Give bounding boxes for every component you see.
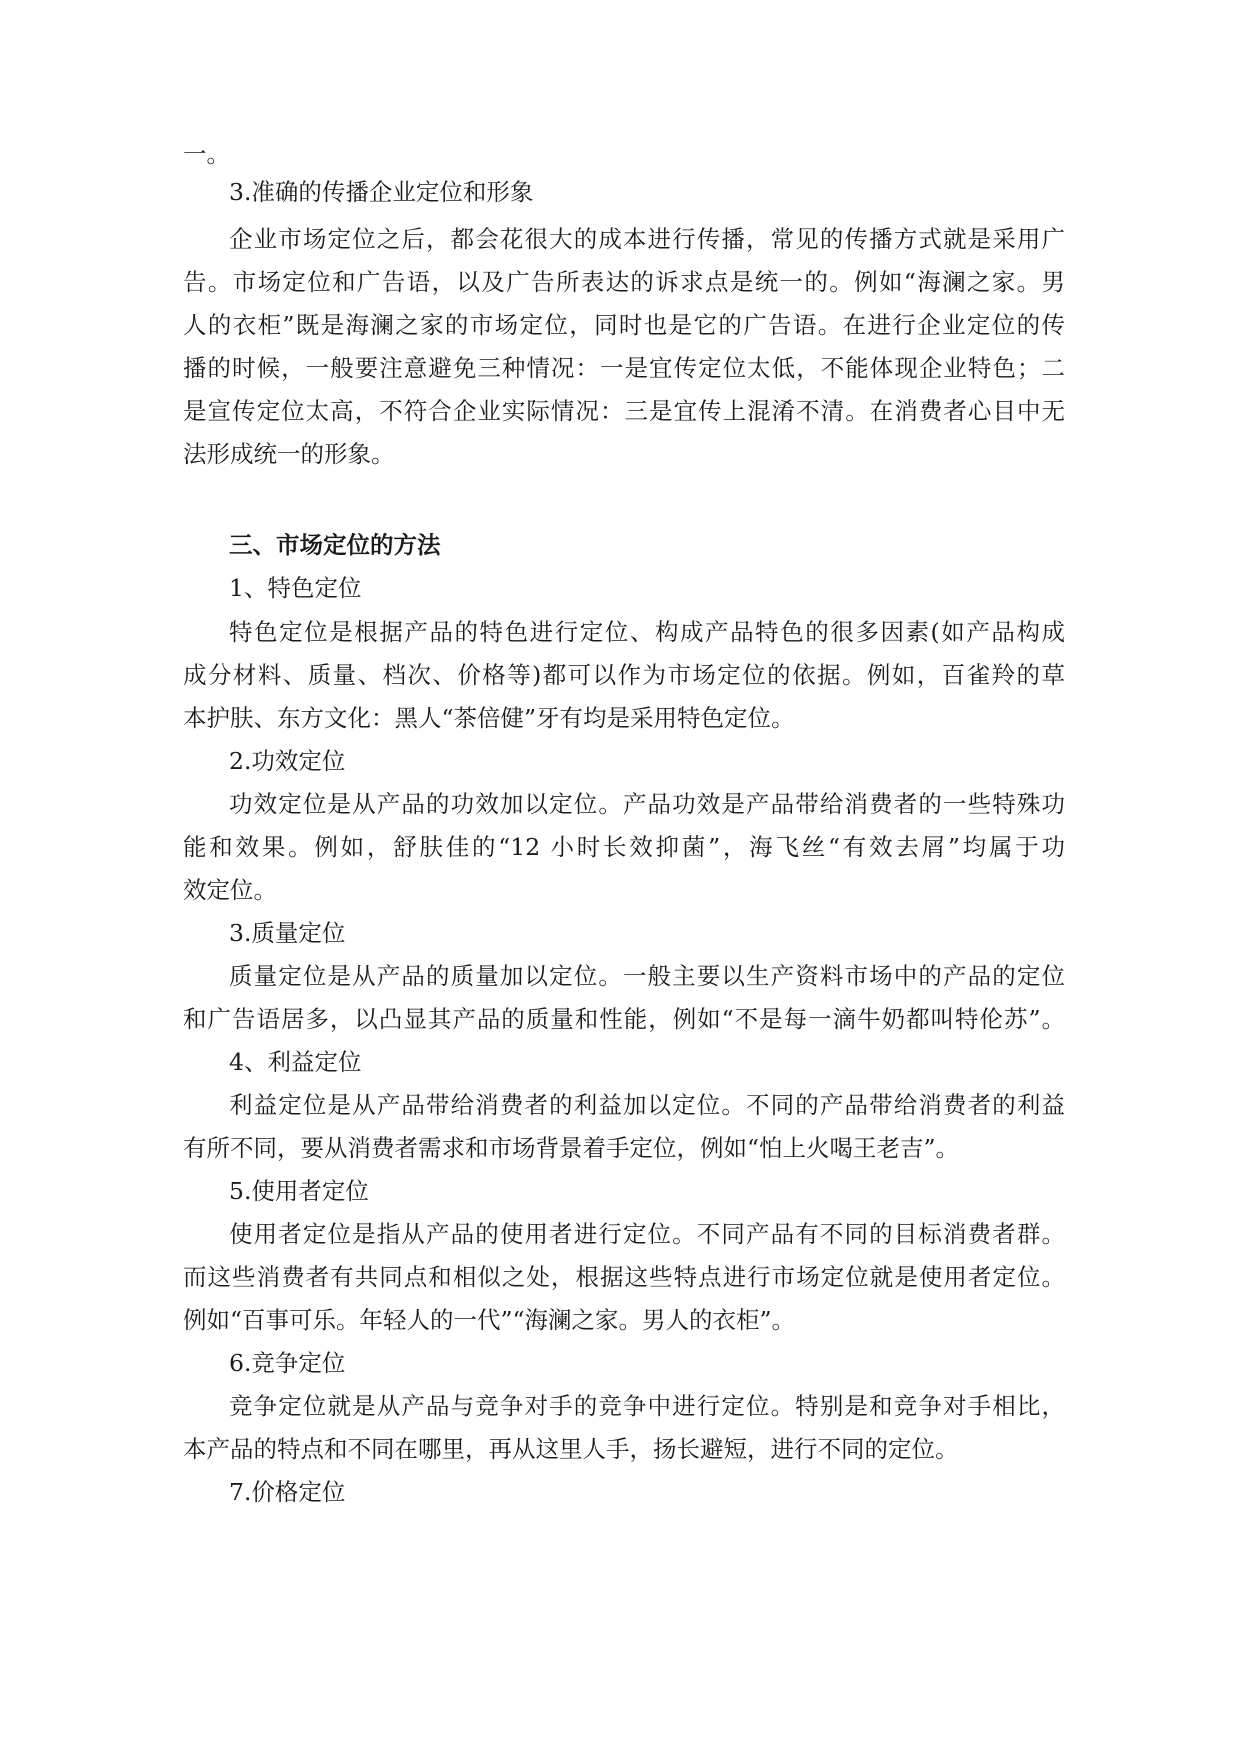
paragraph-line: 特色定位是根据产品的特色进行定位、构成产品特色的很多因素(如产品构成 (229, 618, 1065, 646)
paragraph-line: 能和效果。例如，舒肤佳的“12 小时长效抑菌”，海飞丝“有效去屑”均属于功 (183, 833, 1065, 861)
paragraph-line: 而这些消费者有共同点和相似之处，根据这些特点进行市场定位就是使用者定位。 (183, 1263, 1065, 1291)
paragraph-line: 使用者定位是指从产品的使用者进行定位。不同产品有不同的目标消费者群。 (229, 1220, 1065, 1248)
paragraph-line: 人的衣柜”既是海澜之家的市场定位，同时也是它的广告语。在进行企业定位的传 (183, 311, 1065, 339)
item-title: 7.价格定位 (229, 1478, 346, 1506)
paragraph-line: 一。 (183, 140, 230, 168)
paragraph-line: 效定位。 (183, 876, 277, 904)
paragraph-line: 企业市场定位之后，都会花很大的成本进行传播，常见的传播方式就是采用广 (229, 225, 1065, 253)
paragraph-line: 成分材料、质量、档次、价格等)都可以作为市场定位的依据。例如，百雀羚的草 (183, 661, 1065, 689)
paragraph-line: 质量定位是从产品的质量加以定位。一般主要以生产资料市场中的产品的定位 (229, 962, 1065, 990)
paragraph-line: 播的时候，一般要注意避免三种情况：一是宜传定位太低，不能体现企业特色；二 (183, 354, 1065, 382)
paragraph-line: 本产品的特点和不同在哪里，再从这里人手，扬长避短，进行不同的定位。 (183, 1435, 959, 1463)
paragraph-line: 告。市场定位和广告语，以及广告所表达的诉求点是统一的。例如“海澜之家。男 (183, 268, 1065, 296)
subsection-title: 3.准确的传播企业定位和形象 (229, 178, 534, 206)
item-title: 6.竞争定位 (229, 1349, 346, 1377)
paragraph-line: 例如“百事可乐。年轻人的一代”“海澜之家。男人的衣柜”。 (183, 1306, 796, 1334)
paragraph-line: 是宣传定位太高，不符合企业实际情况：三是宜传上混淆不清。在消费者心目中无 (183, 397, 1065, 425)
paragraph-line: 功效定位是从产品的功效加以定位。产品功效是产品带给消费者的一些特殊功 (229, 790, 1065, 818)
paragraph-line: 利益定位是从产品带给消费者的利益加以定位。不同的产品带给消费者的利益 (229, 1091, 1065, 1119)
paragraph-line: 本护肤、东方文化：黑人“茶倍健”牙有均是采用特色定位。 (183, 704, 795, 732)
item-title: 1、特色定位 (229, 574, 362, 602)
item-title: 3.质量定位 (229, 919, 346, 947)
item-title: 4、利益定位 (229, 1048, 362, 1076)
item-title: 5.使用者定位 (229, 1177, 369, 1205)
item-title: 2.功效定位 (229, 747, 346, 775)
paragraph-line: 竞争定位就是从产品与竞争对手的竞争中进行定位。特别是和竞争对手相比， (229, 1392, 1065, 1420)
paragraph-line: 法形成统一的形象。 (183, 440, 395, 468)
section-title: 三、市场定位的方法 (229, 531, 441, 559)
paragraph-line: 有所不同，要从消费者需求和市场背景着手定位，例如“怕上火喝王老吉”。 (183, 1134, 960, 1162)
paragraph-line: 和广告语居多，以凸显其产品的质量和性能，例如“不是每一滴牛奶都叫特伦苏”。 (183, 1005, 1065, 1033)
